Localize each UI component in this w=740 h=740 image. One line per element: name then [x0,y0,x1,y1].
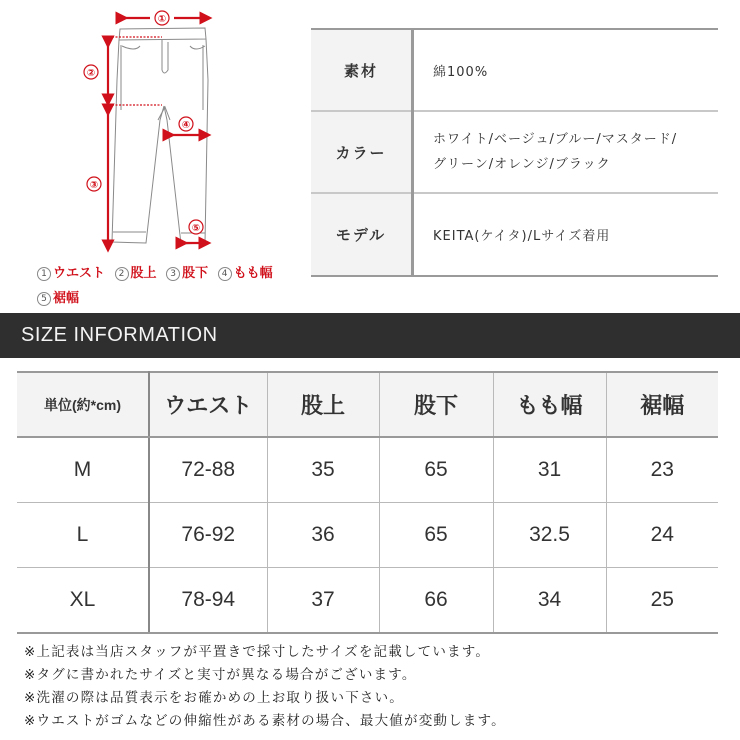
marker-4-icon: 4 [218,267,232,281]
legend-label: もも幅 [233,266,273,281]
legend-item-inseam [166,261,208,286]
size-label: L [17,503,149,568]
legend-item-waist [37,261,105,286]
svg-text:①: ① [157,14,167,25]
spec-label: カラー [311,111,413,193]
spec-label: モデル [311,193,413,276]
cell: 24 [606,503,718,568]
cell: 35 [267,437,379,503]
cell: 31 [493,437,606,503]
legend-label: 股下 [182,266,209,281]
footnote: ※上記表は当店スタッフが平置きで採寸したサイズを記載しています。 [24,644,491,660]
legend-item-rise [115,261,157,286]
svg-text:⑤: ⑤ [191,223,201,234]
svg-text:②: ② [86,68,96,79]
cell: 25 [606,568,718,634]
footnote: ※ウエストがゴムなどの伸縮性がある素材の場合、最大値が変動します。 [24,713,506,729]
header-rise: 股上 [267,372,379,437]
spec-row-color [311,111,718,193]
section-title: SIZE INFORMATION [21,324,218,346]
color-line: ホワイト/ベージュ/ブルー/マスタード/ [433,132,678,147]
table-row [17,437,718,503]
legend-item-hem [37,286,79,311]
footnote: ※洗濯の際は品質表示をお確かめの上お取り扱い下さい。 [24,690,405,706]
size-table [17,371,718,634]
header-waist: ウエスト [149,372,267,437]
header-thigh: もも幅 [493,372,606,437]
pants-measurement-diagram [0,0,300,310]
cell: 65 [379,503,493,568]
header-inseam: 股下 [379,372,493,437]
size-label: XL [17,568,149,634]
legend-label: 股上 [130,266,157,281]
spec-value [413,111,719,193]
legend-label: ウエスト [53,266,106,281]
color-line: グリーン/オレンジ/ブラック [433,157,611,172]
size-label: M [17,437,149,503]
marker-1-icon: 1 [37,267,51,281]
section-header [0,313,740,358]
spec-value: 綿100% [413,29,719,111]
footnote: ※タグに書かれたサイズと実寸が異なる場合がございます。 [24,667,417,683]
spec-value: KEITA(ケイタ)/Lサイズ着用 [413,193,719,276]
cell: 72-88 [149,437,267,503]
legend-item-thigh [218,261,273,286]
cell: 65 [379,437,493,503]
cell: 66 [379,568,493,634]
cell: 32.5 [493,503,606,568]
table-row [17,503,718,568]
header-unit: 単位(約*cm) [17,372,149,437]
cell: 23 [606,437,718,503]
cell: 78-94 [149,568,267,634]
legend-label: 裾幅 [53,291,80,306]
pants-illustration-icon [0,0,300,260]
table-row [17,568,718,634]
cell: 34 [493,568,606,634]
marker-3-icon: 3 [166,267,180,281]
header-hem: 裾幅 [606,372,718,437]
product-spec-table [311,28,718,277]
spec-row-material [311,29,718,111]
marker-5-icon: 5 [37,292,51,306]
measurement-legend [37,261,307,311]
spec-label: 素材 [311,29,413,111]
svg-text:③: ③ [89,180,99,191]
spec-row-model [311,193,718,276]
svg-text:④: ④ [181,120,191,131]
cell: 37 [267,568,379,634]
footnotes [24,641,506,733]
size-table-header [17,372,718,437]
marker-2-icon: 2 [115,267,129,281]
cell: 36 [267,503,379,568]
cell: 76-92 [149,503,267,568]
